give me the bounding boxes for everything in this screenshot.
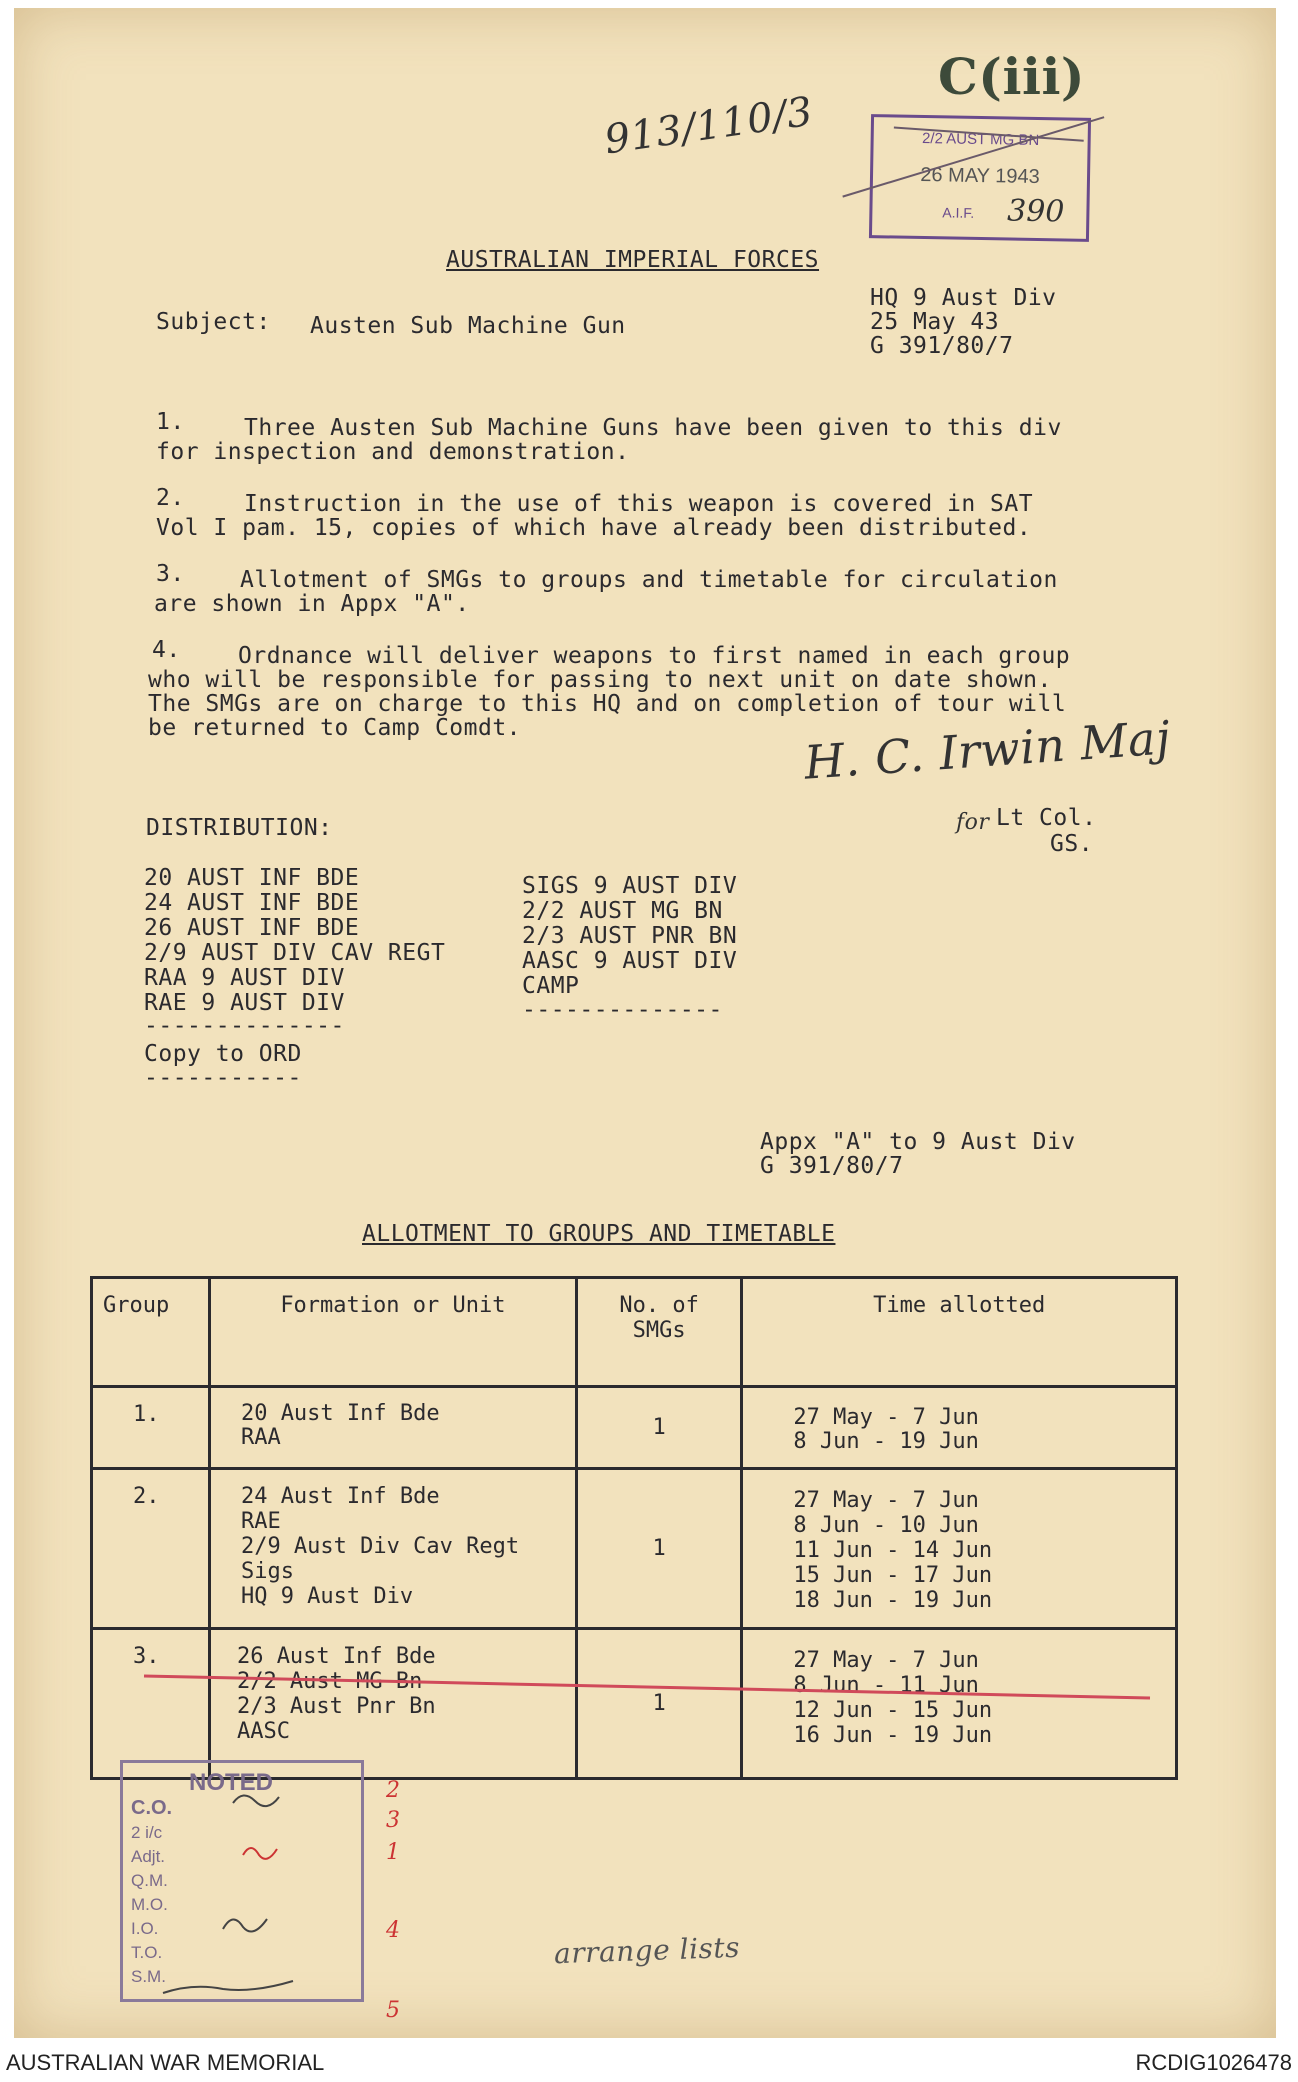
noted-row: 2 i/c — [131, 1823, 163, 1842]
unit-list — [209, 1469, 576, 1629]
group-number: 1. — [92, 1387, 210, 1469]
unit-item: 2/9 Aust Div Cav Regt — [240, 1534, 520, 1559]
paragraph-1-line: Three Austen Sub Machine Guns have been given to this div — [244, 415, 1062, 441]
unit-item: RAE — [240, 1509, 281, 1534]
side-number: 1 — [386, 1840, 401, 1865]
signature-scrawl: H. C. Irwin Maj — [802, 710, 1173, 790]
group-number: 3. — [92, 1629, 210, 1779]
noted-initials-scribbles — [123, 1763, 361, 1999]
paragraph-4-num: 4. — [152, 637, 181, 663]
ref-line: G 391/80/7 — [870, 333, 1014, 359]
document-title: AUSTRALIAN IMPERIAL FORCES — [446, 247, 820, 273]
allotment-table — [90, 1276, 1178, 1780]
distribution-label: DISTRIBUTION: — [146, 815, 333, 841]
subject-label: Subject: — [156, 309, 271, 335]
pencil-note: arrange lists — [553, 1930, 741, 1971]
time-item: 15 Jun - 17 Jun — [793, 1563, 993, 1588]
footer-left: AUSTRALIAN WAR MEMORIAL — [6, 2050, 325, 2075]
side-number: 3 — [386, 1808, 401, 1833]
distribution-item: 2/2 AUST MG BN — [522, 898, 723, 924]
time-item: 16 Jun - 19 Jun — [793, 1723, 993, 1748]
noted-row: T.O. — [131, 1943, 163, 1962]
noted-row: I.O. — [131, 1919, 159, 1938]
paragraph-3-line: are shown in Appx "A". — [154, 591, 470, 617]
time-list — [742, 1387, 1177, 1469]
distribution-item: AASC 9 AUST DIV — [522, 948, 738, 974]
red-pencil-line — [140, 1664, 1160, 1704]
stamp-date: 26 MAY 1943 — [920, 163, 1040, 189]
hq-line: HQ 9 Aust Div — [870, 285, 1057, 311]
unit-item: AASC — [236, 1719, 290, 1744]
table-row — [92, 1387, 1177, 1469]
unit-item: RAA — [240, 1425, 281, 1450]
paragraph-3-line: Allotment of SMGs to groups and timetable for circulation — [240, 567, 1058, 593]
side-number: 2 — [386, 1778, 401, 1803]
paragraph-1-line: for inspection and demonstration. — [156, 439, 630, 465]
time-item: 27 May - 7 Jun — [793, 1405, 979, 1430]
smg-count: 1 — [576, 1387, 742, 1469]
paragraph-1-num: 1. — [156, 409, 185, 435]
header-smgs — [576, 1278, 742, 1387]
stamp-unit: 2/2 AUST MG BN — [921, 129, 1040, 150]
distribution-item: RAA 9 AUST DIV — [144, 965, 345, 991]
noted-stamp — [120, 1760, 364, 2002]
distribution-dashes: -------------- — [522, 997, 723, 1023]
unit-item: Sigs — [240, 1559, 294, 1584]
classification-mark: C(iii) — [938, 47, 1086, 106]
time-item: 8 Jun - 19 Jun — [793, 1429, 979, 1454]
signature-rank: Lt Col. — [996, 805, 1097, 831]
subject-text: Austen Sub Machine Gun — [310, 313, 626, 339]
distribution-item: RAE 9 AUST DIV — [144, 990, 345, 1016]
noted-title: NOTED — [189, 1769, 273, 1796]
stamp-number: 390 — [1006, 193, 1065, 230]
time-list — [742, 1469, 1177, 1629]
time-item: 12 Jun - 15 Jun — [793, 1698, 993, 1723]
smg-count: 1 — [576, 1629, 742, 1779]
unit-item: 26 Aust Inf Bde — [236, 1644, 436, 1669]
footer-right: RCDIG1026478 — [1135, 2050, 1292, 2075]
distribution-item: 24 AUST INF BDE — [144, 890, 360, 916]
unit-item: 2/2 Aust MG Bn — [236, 1669, 423, 1694]
table-row — [92, 1469, 1177, 1629]
document-page — [14, 8, 1276, 2038]
time-item: 8 Jun - 10 Jun — [793, 1513, 979, 1538]
paragraph-4-line: Ordnance will deliver weapons to first named in each group — [238, 643, 1071, 669]
paragraph-4-line: be returned to Camp Comdt. — [148, 715, 522, 741]
distribution-item: SIGS 9 AUST DIV — [522, 873, 738, 899]
unit-item: 2/3 Aust Pnr Bn — [236, 1694, 436, 1719]
header-group: Group — [92, 1278, 210, 1387]
time-item: 18 Jun - 19 Jun — [793, 1588, 993, 1613]
unit-list — [209, 1387, 576, 1469]
distribution-item: 2/3 AUST PNR BN — [522, 923, 738, 949]
footer-bar — [0, 2044, 1298, 2082]
paragraph-2-line: Instruction in the use of this weapon is covered in SAT — [244, 491, 1034, 517]
stamp-aif: A.I.F. — [942, 204, 975, 221]
header-unit: Formation or Unit — [209, 1278, 576, 1387]
time-item: 27 May - 7 Jun — [793, 1648, 979, 1673]
paragraph-2-num: 2. — [156, 485, 185, 511]
header-smgs-line: SMGs — [632, 1318, 686, 1343]
noted-row: Q.M. — [131, 1871, 168, 1890]
header-time: Time allotted — [742, 1278, 1177, 1387]
side-number: 4 — [386, 1918, 401, 1943]
paragraph-2-line: Vol I pam. 15, copies of which have already been distributed. — [156, 515, 1032, 541]
received-stamp — [869, 114, 1091, 242]
noted-row: S.M. — [131, 1967, 166, 1986]
header-smgs-line: No. of — [619, 1293, 699, 1318]
distribution-copy: Copy to ORD — [144, 1041, 302, 1067]
signature-for: for — [956, 810, 990, 835]
smg-count: 1 — [576, 1469, 742, 1629]
unit-item: 20 Aust Inf Bde — [240, 1401, 440, 1426]
side-number: 5 — [386, 1998, 401, 2023]
appendix-title: ALLOTMENT TO GROUPS AND TIMETABLE — [362, 1221, 836, 1247]
distribution-item: 20 AUST INF BDE — [144, 865, 360, 891]
distribution-item: 26 AUST INF BDE — [144, 915, 360, 941]
distribution-item: 2/9 AUST DIV CAV REGT — [144, 940, 446, 966]
noted-row: Adjt. — [131, 1847, 166, 1866]
noted-row: C.O. — [131, 1797, 173, 1819]
appendix-line: Appx "A" to 9 Aust Div — [760, 1129, 1076, 1155]
distribution-dashes: ----------- — [144, 1065, 302, 1091]
signature-branch: GS. — [1050, 831, 1094, 857]
paragraph-3-num: 3. — [156, 561, 185, 587]
unit-item: HQ 9 Aust Div — [240, 1584, 414, 1609]
time-item: 27 May - 7 Jun — [793, 1488, 979, 1513]
time-item: 11 Jun - 14 Jun — [793, 1538, 993, 1563]
paragraph-4-line: The SMGs are on charge to this HQ and on completion of tour will — [148, 691, 1067, 717]
distribution-dashes: -------------- — [144, 1013, 345, 1039]
paragraph-4-line: who will be responsible for passing to next unit on date shown. — [148, 667, 1052, 693]
file-reference-handwritten: 913/110/3 — [601, 88, 816, 164]
table-header-row — [92, 1278, 1177, 1387]
distribution-item: CAMP — [522, 973, 580, 999]
unit-item: 24 Aust Inf Bde — [240, 1484, 440, 1509]
group-number: 2. — [92, 1469, 210, 1629]
time-item: 8 Jun - 11 Jun — [793, 1673, 979, 1698]
stamp-strike-lines — [832, 96, 1124, 241]
noted-row: M.O. — [131, 1895, 168, 1914]
appendix-ref: G 391/80/7 — [760, 1153, 904, 1179]
date-line: 25 May 43 — [870, 309, 1000, 335]
